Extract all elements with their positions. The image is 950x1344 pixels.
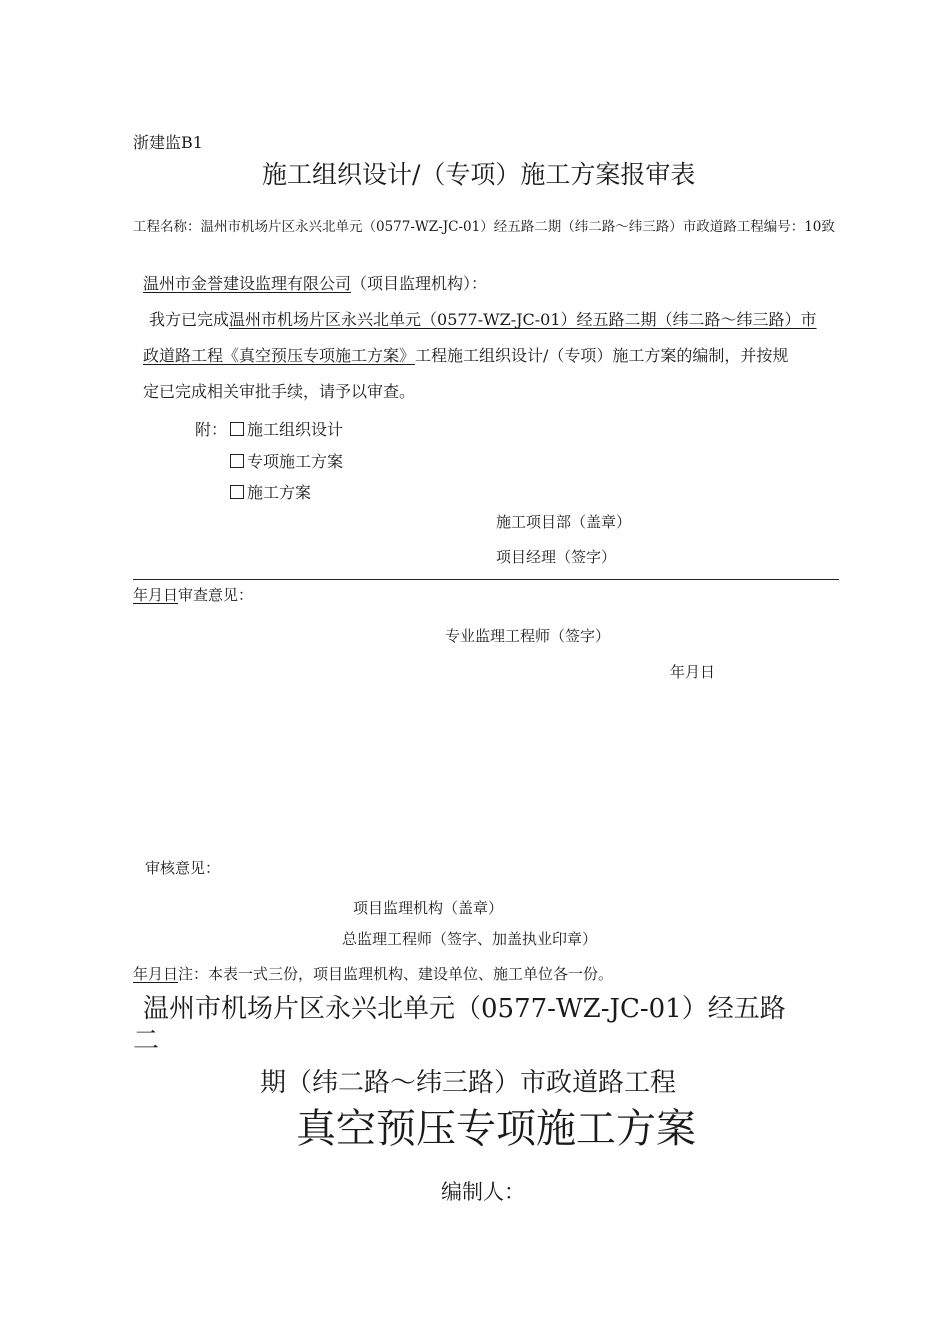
cover-project-line-1: 温州市机场片区永兴北单元（0577-WZ-JC-01）经五路 xyxy=(143,994,786,1024)
compiler-label: 编制人： xyxy=(441,1180,525,1204)
recipient-suffix: （项目监理机构）： xyxy=(351,274,488,293)
form-title: 施工组织设计/（专项）施工方案报审表 xyxy=(262,160,696,189)
recipient-line xyxy=(143,271,487,294)
form-code: 浙建监B1 xyxy=(133,133,203,152)
audit-footer xyxy=(133,963,613,984)
attachment-item-1: 施工组织设计 xyxy=(230,417,343,440)
attachments-label: 附： xyxy=(195,420,228,439)
section-divider xyxy=(133,579,839,580)
specialist-engineer-sign: 专业监理工程师（签字） xyxy=(445,627,611,645)
audit-date-label: 年月日 xyxy=(133,965,179,983)
supervision-org-seal: 项目监理机构（盖章） xyxy=(353,899,504,917)
cover-scheme-title: 真空预压专项施工方案 xyxy=(296,1106,696,1152)
attachment-item-3: 施工方案 xyxy=(230,480,311,503)
copies-note: 注：本表一式三份，项目监理机构、建设单位、施工单位各一份。 xyxy=(178,965,614,983)
supervision-company: 温州市金誉建设监理有限公司 xyxy=(143,274,352,293)
project-manager-sign: 项目经理（签字） xyxy=(496,548,617,566)
review-date-label: 年月日 xyxy=(133,586,179,604)
review-opinion-label: 审查意见： xyxy=(178,586,254,604)
review-header xyxy=(133,584,253,605)
checkbox-icon[interactable] xyxy=(230,422,244,436)
paragraph-line-2 xyxy=(143,338,833,374)
chief-engineer-sign: 总监理工程师（签字、加盖执业印章） xyxy=(342,930,598,948)
project-name-line: 工程名称：温州市机场片区永兴北单元（0577-WZ-JC-01）经五路二期（纬二路〜纬三路）市政道路工程编号：10致 xyxy=(133,219,835,235)
project-name-underlined: 温州市机场片区永兴北单元（0577-WZ-JC-01）经五路二期（纬二路〜纬三路）市 xyxy=(229,310,817,329)
checkbox-icon[interactable] xyxy=(230,454,244,468)
cover-project-line-2: 期（纬二路〜纬三路）市政道路工程 xyxy=(260,1068,677,1098)
cover-project-line-1-wrap: 二 xyxy=(133,1026,160,1056)
paragraph-line-1 xyxy=(143,302,833,338)
paragraph-prefix: 我方已完成 xyxy=(149,310,230,329)
scheme-name-underlined: 政道路工程《真空预压专项施工方案》 xyxy=(143,346,416,365)
paragraph-line-3: 定已完成相关审批手续，请予以审查。 xyxy=(143,382,416,401)
checkbox-icon[interactable] xyxy=(230,485,244,499)
submission-paragraph xyxy=(143,302,833,410)
attachment-item-2: 专项施工方案 xyxy=(230,449,343,472)
review-date: 年月日 xyxy=(670,663,716,681)
paragraph-line-2-rest: 工程施工组织设计/（专项）施工方案的编制，并按规 xyxy=(415,346,789,365)
contractor-dept-seal: 施工项目部（盖章） xyxy=(496,513,632,531)
audit-opinion-label: 审核意见： xyxy=(145,859,221,877)
